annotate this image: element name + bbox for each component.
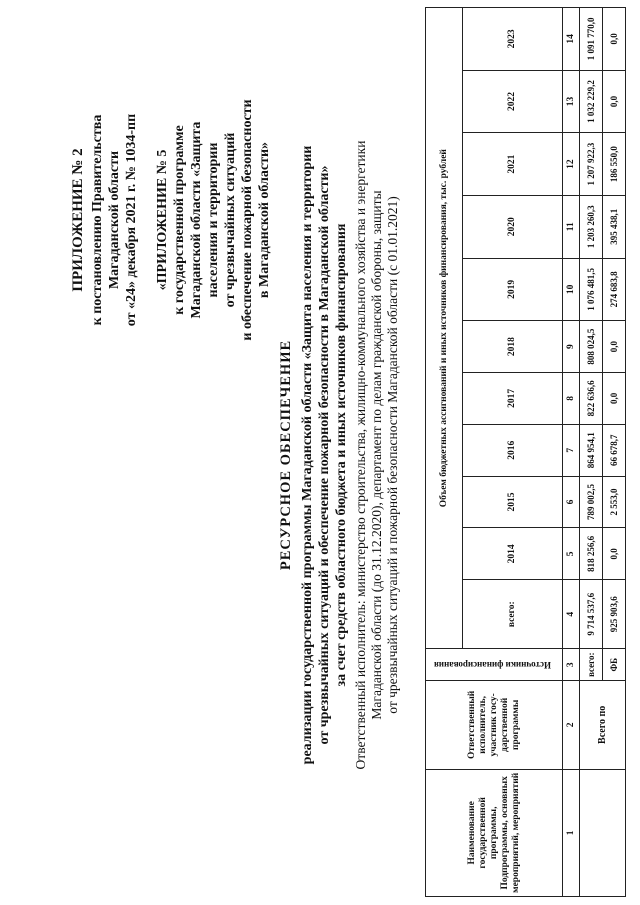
appendix-quote-2: к государственной программе [172,125,187,315]
table-row-total [580,8,603,897]
row-value: 186 550,0 [603,133,626,196]
appendix-quote-5: от чрезвычайных ситуаций [223,132,238,308]
appendix-quote-6: и обеспечение пожарной безопасности [240,99,255,341]
heading-line-2: от чрезвычайных ситуаций и обеспечение пожарной безопасности в Магаданской области» [317,165,332,745]
appendix-quote-7: в Магаданской области» [257,141,272,299]
document-title: РЕСУРСНОЕ ОБЕСПЕЧЕНИЕ [278,339,294,571]
column-number: 1 [563,769,580,896]
row-value: 9 714 537,6 [580,580,603,649]
row-value: 0,0 [603,8,626,71]
row-value: 822 636,6 [580,372,603,424]
row-value: 1 032 229,2 [580,70,603,133]
header-source-label: Источники финансирования [433,660,551,671]
header-source [426,649,563,681]
row-value: 0,0 [603,372,626,424]
column-number: 11 [563,195,580,258]
header-year: 2014 [463,528,563,580]
row-value: 864 954,1 [580,424,603,476]
column-number: 6 [563,476,580,528]
row-value: 274 683,8 [603,258,626,321]
heading-line-3: за счет средств областного бюджета и иных источников финансирования [334,223,349,687]
header-year: 2023 [463,8,563,71]
column-number: 12 [563,133,580,196]
header-year: 2019 [463,258,563,321]
row-source: всего: [580,649,603,681]
column-number: 13 [563,70,580,133]
row-value: 66 678,7 [603,424,626,476]
header-year: 2016 [463,424,563,476]
row-value: 0,0 [603,528,626,580]
appendix-quote-4: населения и территории [206,142,221,298]
row-value: 818 256,6 [580,528,603,580]
row-value: 1 207 922,3 [580,133,603,196]
column-number: 14 [563,8,580,71]
appendix-quote-1: «ПРИЛОЖЕНИЕ № 5 [155,149,170,291]
row-value: 1 076 481,5 [580,258,603,321]
appendix-line-3: от «24» декабря 2021 г. № 1034-пп [124,113,139,327]
header-year: 2021 [463,133,563,196]
column-number: 8 [563,372,580,424]
column-number: 2 [563,681,580,770]
header-year: 2020 [463,195,563,258]
executor-block [353,25,401,885]
column-number: 4 [563,580,580,649]
row-value: 1 203 260,3 [580,195,603,258]
header-executor: Ответственный исполнитель, участник госу-дарственной программы [426,681,563,770]
appendix-quote-3: Магаданской области «Защита [189,121,204,319]
column-number-row [563,8,580,897]
appendix-line-1: к постановлению Правительства [90,114,105,326]
executor-line-1: Ответственный исполнитель: министерство строительства, жилищно-коммунального хозяйства и энергетики [353,140,368,770]
header-year: 2015 [463,476,563,528]
header-total: всего: [463,580,563,649]
row-value: 0,0 [603,70,626,133]
header-year: 2017 [463,372,563,424]
executor-line-3: от чрезвычайных ситуаций и пожарной безопасности Магаданской области (с 01.01.2021) [385,196,400,714]
funding-table [425,7,626,897]
row-value: 2 553,0 [603,476,626,528]
appendix-block [70,55,273,385]
header-volume: Объем бюджетных ассигнований и иных источников финансирования, тыс. рублей [426,8,463,649]
row-value: 808 024,5 [580,321,603,373]
column-number: 5 [563,528,580,580]
row-value: 0,0 [603,321,626,373]
header-year: 2018 [463,321,563,373]
row-value: 395 438,1 [603,195,626,258]
row-value: 925 903,6 [603,580,626,649]
header-year: 2022 [463,70,563,133]
header-name: Наименование государственной программы, Подпрограммы, основных мероприятий, мероприятий [426,769,563,896]
document-heading [278,25,350,885]
row-label: Всего по [580,681,626,770]
heading-line-1: реализации государственной программы Магаданской области «Защита населения и территории [300,145,315,765]
appendix-line-2: Магаданской области [107,150,122,290]
column-number: 10 [563,258,580,321]
row-value: 789 002,5 [580,476,603,528]
table-header-row-1 [426,8,463,897]
column-number: 3 [563,649,580,681]
row-program-name [580,769,626,896]
row-source: ФБ [603,649,626,681]
column-number: 7 [563,424,580,476]
column-number: 9 [563,321,580,373]
row-value: 1 091 770,0 [580,8,603,71]
executor-line-2: Магаданской области (до 31.12.2020), департамент по делам гражданской обороны, защиты [369,190,384,720]
appendix-title: ПРИЛОЖЕНИЕ № 2 [70,148,86,292]
